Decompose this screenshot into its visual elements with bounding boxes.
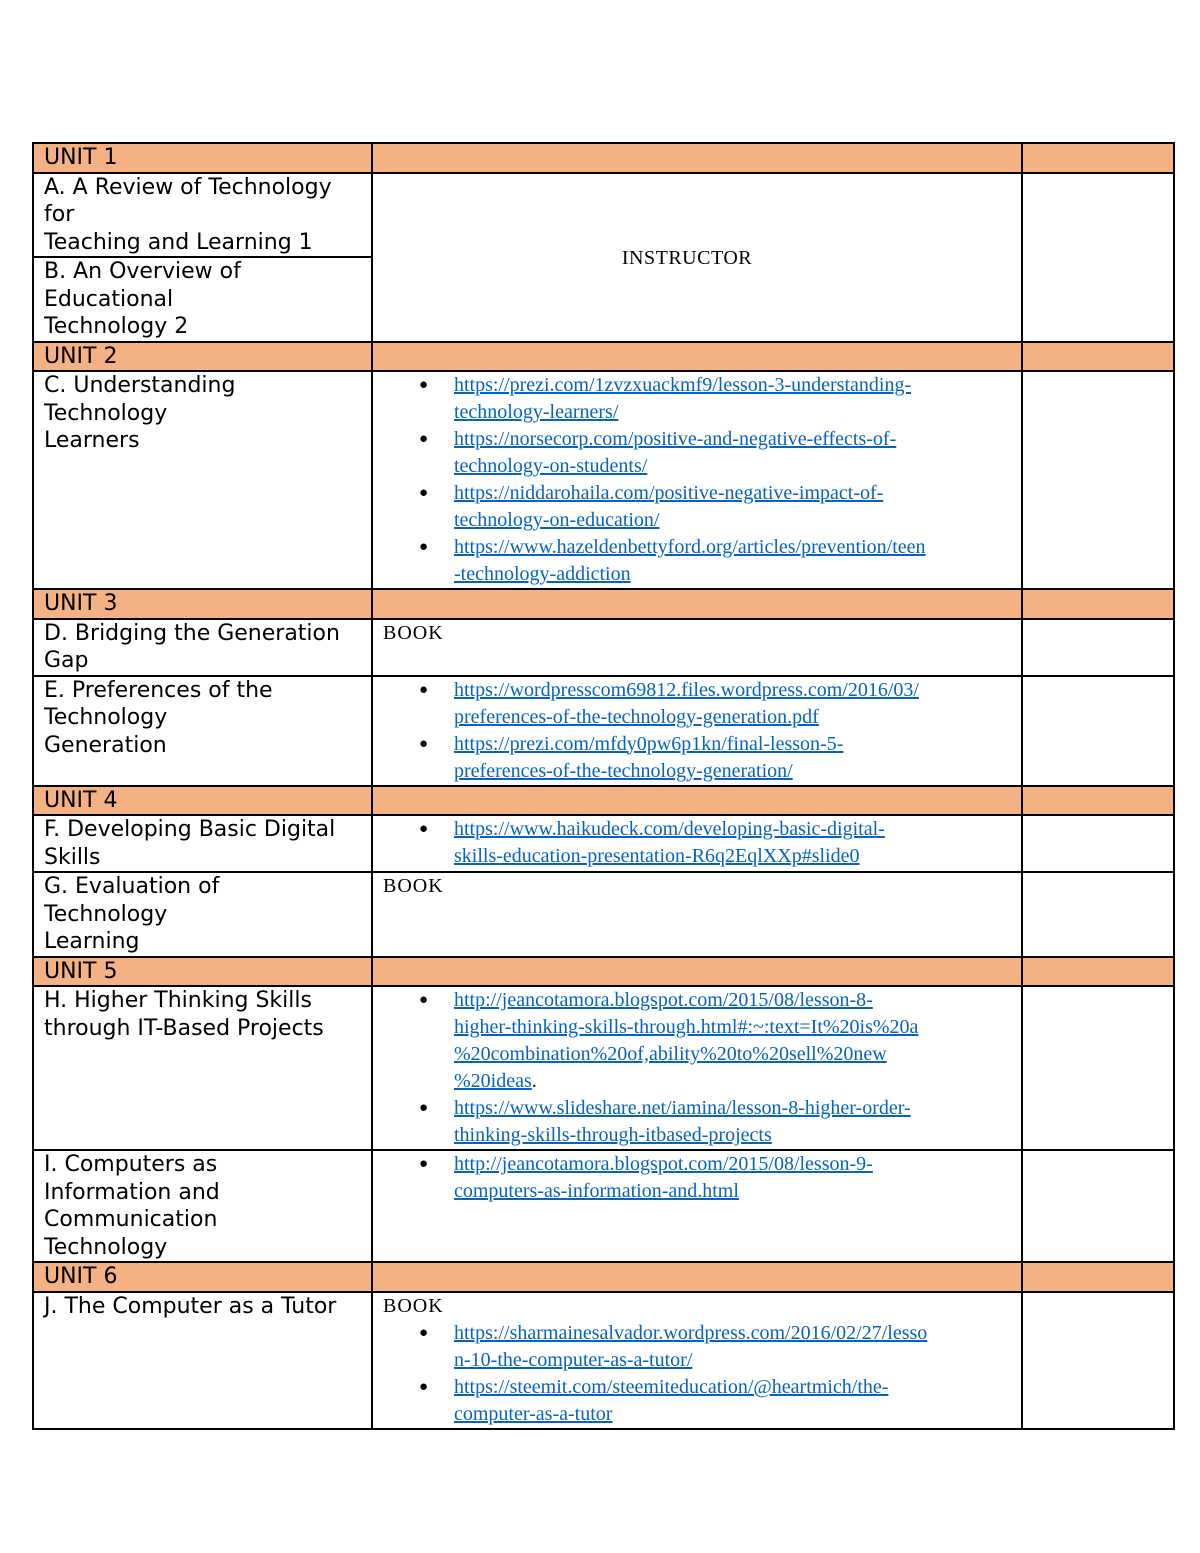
topic-line: Learners bbox=[44, 428, 140, 453]
extra-cell bbox=[1022, 872, 1174, 957]
topic-b bbox=[33, 257, 372, 342]
book-label: BOOK bbox=[383, 621, 444, 644]
document-page bbox=[32, 142, 1173, 1430]
list-item bbox=[383, 1151, 1021, 1205]
resource-link[interactable]: ● https://www.haikudeck.com/developing-basic-digital- skills-education-presentation-R6q2EqlXXp#slide0 bbox=[454, 818, 885, 867]
unit-label: UNIT 1 bbox=[33, 143, 372, 173]
topic-line: Educational bbox=[44, 286, 174, 312]
topic-c bbox=[33, 371, 372, 589]
topic-h bbox=[33, 986, 372, 1150]
list-item bbox=[383, 1095, 1021, 1149]
link-list bbox=[383, 816, 1021, 870]
extra-cell bbox=[1022, 371, 1174, 589]
list-item bbox=[383, 816, 1021, 870]
unit-resource-cell bbox=[372, 342, 1022, 372]
unit-extra-cell bbox=[1022, 342, 1174, 372]
resource-link[interactable]: ● https://www.slideshare.net/iamina/lesson-8-higher-order- thinking-skills-through-itbased-projects bbox=[454, 1097, 911, 1146]
topic-line: Technology bbox=[44, 705, 168, 730]
topic-row bbox=[33, 173, 1174, 258]
unit-label: UNIT 3 bbox=[33, 589, 372, 619]
list-item bbox=[383, 534, 1021, 588]
topic-j bbox=[33, 1292, 372, 1429]
unit-header-row bbox=[33, 1262, 1174, 1292]
topic-line: H. Higher Thinking Skills bbox=[44, 988, 312, 1013]
extra-cell bbox=[1022, 173, 1174, 342]
list-item bbox=[383, 1374, 1021, 1428]
link-list bbox=[383, 1151, 1021, 1205]
topic-line: E. Preferences of the bbox=[44, 677, 273, 703]
link-list bbox=[383, 987, 1021, 1149]
topic-line: B. An Overview of bbox=[44, 259, 241, 284]
topic-line: Gap bbox=[44, 648, 89, 673]
topic-row bbox=[33, 986, 1174, 1150]
unit-extra-cell bbox=[1022, 589, 1174, 619]
resource-cell bbox=[372, 1292, 1022, 1429]
topic-line: F. Developing Basic Digital bbox=[44, 817, 336, 842]
topic-line: Communication bbox=[44, 1207, 218, 1232]
topic-line: Technology bbox=[44, 901, 168, 927]
unit-header-row bbox=[33, 957, 1174, 987]
list-item bbox=[383, 731, 1021, 785]
unit-resource-cell bbox=[372, 143, 1022, 173]
unit-resource-cell bbox=[372, 589, 1022, 619]
unit-resource-cell bbox=[372, 957, 1022, 987]
topic-line: for bbox=[44, 202, 75, 227]
unit-header-row bbox=[33, 786, 1174, 816]
resource-cell bbox=[372, 872, 1022, 957]
extra-cell bbox=[1022, 1150, 1174, 1262]
topic-line: A. A Review of Technology bbox=[44, 174, 332, 200]
trailing-period: . bbox=[531, 1070, 537, 1092]
resource-link[interactable]: ● https://prezi.com/mfdy0pw6p1kn/final-lesson-5- preferences-of-the-technology-generation/ bbox=[454, 732, 844, 782]
list-item bbox=[383, 426, 1021, 480]
unit-label: UNIT 5 bbox=[33, 957, 372, 987]
unit-resource-cell bbox=[372, 1262, 1022, 1292]
topic-d bbox=[33, 619, 372, 676]
book-label: BOOK bbox=[383, 875, 444, 897]
unit-header-row bbox=[33, 342, 1174, 372]
resource-cell bbox=[372, 986, 1022, 1150]
topic-row bbox=[33, 619, 1174, 676]
extra-cell bbox=[1022, 815, 1174, 872]
link-list bbox=[383, 372, 1021, 588]
topic-line: Skills bbox=[44, 844, 101, 870]
topic-line: J. The Computer as a Tutor bbox=[44, 1293, 337, 1319]
resource-link[interactable]: ● https://norsecorp.com/positive-and-negative-effects-of- technology-on-students/ bbox=[454, 428, 897, 477]
resource-link[interactable]: ● https://wordpresscom69812.files.wordpress.com/2016/03/ preferences-of-the-technology-generation.pdf bbox=[454, 678, 919, 728]
unit-label: UNIT 2 bbox=[33, 342, 372, 372]
resource-link[interactable]: ● https://prezi.com/1zvzxuackmf9/lesson-3-understanding- technology-learners/ bbox=[454, 374, 912, 423]
resource-link[interactable]: ● https://steemit.com/steemiteducation/@heartmich/the- computer-as-a-tutor bbox=[454, 1375, 889, 1425]
topic-row bbox=[33, 1292, 1174, 1429]
resource-cell bbox=[372, 815, 1022, 872]
resource-cell bbox=[372, 371, 1022, 589]
topic-e bbox=[33, 676, 372, 786]
topic-line: Generation bbox=[44, 732, 167, 758]
topic-line: through IT-Based Projects bbox=[44, 1015, 324, 1041]
topic-line: Technology 2 bbox=[44, 314, 189, 339]
resource-cell bbox=[372, 1150, 1022, 1262]
link-list bbox=[383, 677, 1021, 785]
topic-line: C. Understanding bbox=[44, 373, 236, 398]
unit-header-row bbox=[33, 589, 1174, 619]
topic-row bbox=[33, 371, 1174, 589]
link-list bbox=[383, 1320, 1021, 1428]
topic-line: Teaching and Learning 1 bbox=[44, 229, 313, 255]
resource-link[interactable]: ● https://niddarohaila.com/positive-negative-impact-of- technology-on-education/ bbox=[454, 482, 884, 531]
book-label: BOOK bbox=[383, 1294, 444, 1317]
topic-row bbox=[33, 676, 1174, 786]
topic-line: Technology bbox=[44, 400, 168, 426]
topic-row bbox=[33, 815, 1174, 872]
resource-link[interactable]: ● https://www.hazeldenbettyford.org/articles/prevention/teen -technology-addiction bbox=[454, 536, 926, 585]
topic-line: Learning bbox=[44, 929, 140, 954]
extra-cell bbox=[1022, 619, 1174, 676]
resource-link[interactable]: ● http://jeancotamora.blogspot.com/2015/08/lesson-9- computers-as-information-and.html bbox=[454, 1153, 873, 1202]
topic-i bbox=[33, 1150, 372, 1262]
resource-link[interactable]: ● http://jeancotamora.blogspot.com/2015/08/lesson-8- higher-thinking-skills-through.html#:~:text=It%20is%20a %20combination%20of,ability%20to%20sell%20new %20ideas bbox=[454, 989, 919, 1092]
instructor-label: INSTRUCTOR bbox=[621, 246, 753, 269]
topic-row bbox=[33, 1150, 1174, 1262]
topic-f bbox=[33, 815, 372, 872]
unit-header-row bbox=[33, 143, 1174, 173]
topic-line: I. Computers as bbox=[44, 1152, 218, 1177]
topic-line: G. Evaluation of bbox=[44, 874, 220, 899]
topic-line: D. Bridging the Generation bbox=[44, 620, 340, 646]
topic-line: Technology bbox=[44, 1234, 168, 1260]
unit-extra-cell bbox=[1022, 143, 1174, 173]
unit-extra-cell bbox=[1022, 786, 1174, 816]
unit-resource-cell bbox=[372, 786, 1022, 816]
course-resources-table bbox=[32, 142, 1175, 1430]
resource-link[interactable]: ● https://sharmainesalvador.wordpress.com/2016/02/27/lesso n-10-the-computer-as-a-tutor/ bbox=[454, 1321, 928, 1371]
list-item bbox=[383, 677, 1021, 731]
topic-line: Information and bbox=[44, 1179, 220, 1205]
resource-cell bbox=[372, 619, 1022, 676]
resource-cell bbox=[372, 676, 1022, 786]
topic-a bbox=[33, 173, 372, 258]
extra-cell bbox=[1022, 1292, 1174, 1429]
unit-extra-cell bbox=[1022, 957, 1174, 987]
unit-label: UNIT 6 bbox=[33, 1262, 372, 1292]
list-item bbox=[383, 480, 1021, 534]
list-item bbox=[383, 1320, 1021, 1374]
extra-cell bbox=[1022, 676, 1174, 786]
list-item bbox=[383, 987, 1021, 1095]
list-item bbox=[383, 372, 1021, 426]
unit-extra-cell bbox=[1022, 1262, 1174, 1292]
topic-g bbox=[33, 872, 372, 957]
extra-cell bbox=[1022, 986, 1174, 1150]
resource-cell bbox=[372, 173, 1022, 342]
topic-row bbox=[33, 872, 1174, 957]
unit-label: UNIT 4 bbox=[33, 786, 372, 816]
